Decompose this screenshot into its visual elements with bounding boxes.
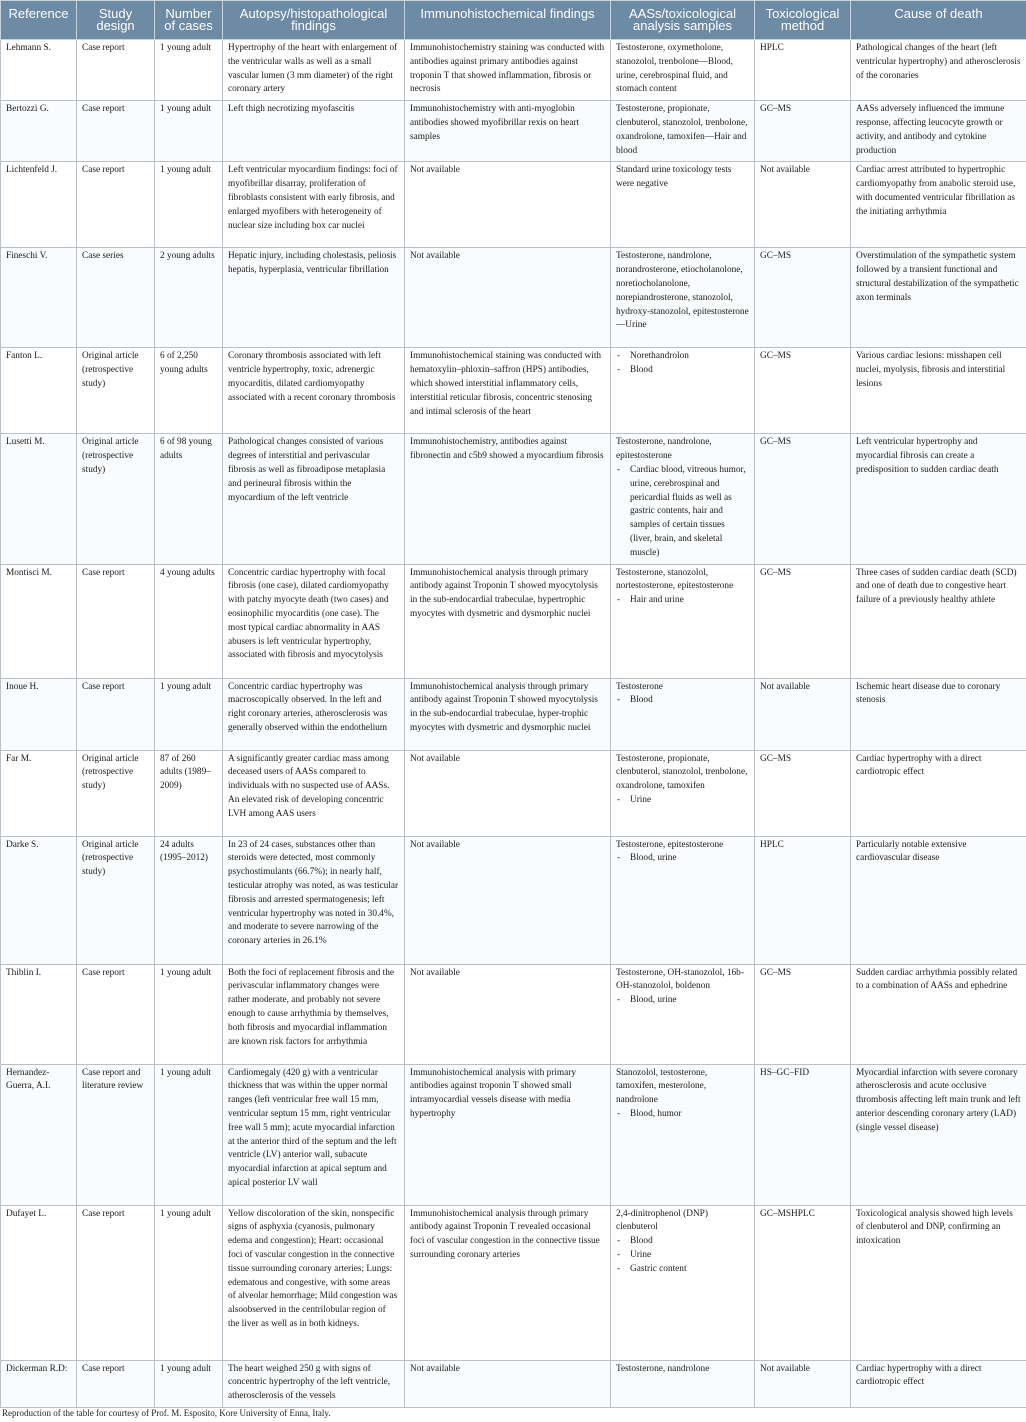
cell-text: Immunohistochemical analysis with primary antibodies against troponin T showed small intramyocardial vessels disease with media hypertrophy bbox=[410, 1067, 577, 1119]
cell-autopsy-findings bbox=[223, 434, 405, 564]
cell-autopsy-findings bbox=[223, 964, 405, 1064]
cell-bullet-item: - Blood, urine bbox=[616, 852, 749, 866]
cell-number-of-cases bbox=[155, 348, 223, 434]
cell-text: Cardiac arrest attributed to hypertrophic cardiomyopathy from anabolic steroid use, with documented ventricular fibrillation as the initiating arrhythmia bbox=[856, 165, 1016, 217]
cell-text: Testosterone bbox=[616, 681, 663, 692]
cell-immuno-findings bbox=[405, 40, 611, 101]
cell-toxicological-samples bbox=[611, 348, 755, 434]
table-row bbox=[1, 248, 1026, 348]
cell-autopsy-findings bbox=[223, 348, 405, 434]
cell-text: Case series bbox=[82, 251, 124, 262]
cell-study-design bbox=[77, 678, 155, 750]
cell-autopsy-findings bbox=[223, 40, 405, 101]
cell-text: Both the foci of replacement fibrosis and the perivascular inflammatory changes were rather moderate, and probably not severe enough to cause arrhythmia by themselves, both fibrosis and myocardial inflammation are known risk factors for arrhythmia bbox=[228, 967, 395, 1047]
cell-text: Three cases of sudden cardiac death (SCD) and one of death due to congestive heart failure of a previously healthy athlete bbox=[856, 567, 1017, 606]
cell-immuno-findings bbox=[405, 1360, 611, 1407]
cell-immuno-findings bbox=[405, 101, 611, 162]
cell-text: 2 young adults bbox=[160, 251, 215, 262]
cell-text: Pathological changes consisted of various degrees of interstitial and perivascular fibrosis as well as fibroadipose metaplasia and perineural fibrosis within the myocardium of the left ventricle bbox=[228, 437, 386, 503]
cell-cause-of-death bbox=[851, 348, 1026, 434]
cell-text: Original article bbox=[82, 753, 139, 764]
cell-text: Lusetti M. bbox=[6, 437, 45, 448]
table-row bbox=[1, 964, 1026, 1064]
cell-text: Original article bbox=[82, 351, 139, 362]
cell-text: Far M. bbox=[6, 753, 32, 764]
cell-study-design bbox=[77, 1360, 155, 1407]
table-row bbox=[1, 434, 1026, 564]
cell-text: Toxicological analysis showed high levels of clenbuterol and DNP, confirming an intoxication bbox=[856, 1208, 1013, 1247]
cell-text: Immunohistochemistry, antibodies against fibronectin and c5b9 showed a myocardium fibrosis bbox=[410, 437, 604, 462]
cell-study-design bbox=[77, 564, 155, 678]
cell-toxicological-method bbox=[755, 1360, 851, 1407]
cell-toxicological-samples bbox=[611, 1205, 755, 1360]
cell-immuno-findings bbox=[405, 836, 611, 964]
header-study-design: Study design bbox=[77, 1, 155, 40]
cell-text: Concentric cardiac hypertrophy was macroscopically observed. In the left and right coronary arteries, atherosclerosis was generally observed within the endothelium bbox=[228, 681, 388, 733]
cell-text: Testosterone, nandrolone, epitestosterone bbox=[616, 437, 712, 462]
cell-text: Testosterone, oxymetholone, stanozolol, trenbolone—Blood, urine, cerebrospinal fluid, and stomach content bbox=[616, 43, 733, 95]
cell-study-design bbox=[77, 1205, 155, 1360]
cell-autopsy-findings bbox=[223, 1064, 405, 1205]
cell-text: Cardiomegaly (420 g) with a ventricular thickness that was within the upper normal ranges (left ventricular free wall 15 mm, ventricular septum 15 mm, right ventricular free wall 5 mm); acute myocardial infarction at the anterior third of the septum and the left ventricle (LV) anterior wall, subacute myocardial infarction at apical septum and apical posterior LV wall bbox=[228, 1067, 397, 1188]
cell-text: GC–MS bbox=[760, 437, 792, 448]
cell-text: Hypertrophy of the heart with enlargement of the ventricular walls as well as a small vascular lumen (3 mm diameter) of the right coronary artery bbox=[228, 43, 398, 95]
cell-immuno-findings bbox=[405, 348, 611, 434]
cell-text: The heart weighed 250 g with signs of concentric hypertrophy of the left ventricle, atherosclerosis of the vessels bbox=[228, 1363, 391, 1402]
cell-number-of-cases bbox=[155, 1064, 223, 1205]
cell-immuno-findings bbox=[405, 964, 611, 1064]
cell-text: Darke S. bbox=[6, 839, 39, 850]
cell-text: Standard urine toxicology tests were negative bbox=[616, 165, 732, 190]
table-row bbox=[1, 1205, 1026, 1360]
cell-reference bbox=[1, 1360, 77, 1407]
cell-text: Testosterone, propionate, clenbuterol, stanozolol, trenbolone, oxandrolone, tamoxifen—Hair and blood bbox=[616, 104, 748, 156]
cell-text: Immunohistochemical analysis through primary antibody against Troponin T showed myocytolysis in the sub-endocardial trabeculae, hypertrophic myocytes with dysmetric and dysmorphic nuclei bbox=[410, 567, 598, 619]
cell-text: 1 young adult bbox=[160, 1067, 212, 1078]
header-cause-of-death: Cause of death bbox=[851, 1, 1026, 40]
cell-text: 1 young adult bbox=[160, 1208, 212, 1219]
cell-toxicological-method bbox=[755, 434, 851, 564]
cell-study-design bbox=[77, 836, 155, 964]
cell-study-design bbox=[77, 101, 155, 162]
cell-cause-of-death bbox=[851, 836, 1026, 964]
cell-text: AASs adversely influenced the immune response, affecting leucocyte growth or activity, and antibody and cytokine production bbox=[856, 104, 1005, 156]
cell-number-of-cases bbox=[155, 162, 223, 248]
cell-bullet-item: - Urine bbox=[616, 1249, 749, 1263]
cell-text: (retrospective study) bbox=[82, 853, 134, 878]
cell-autopsy-findings bbox=[223, 101, 405, 162]
cell-bullet-item: - Norethandrolon bbox=[616, 350, 749, 364]
cell-text: Immunohistochemical analysis through primary antibody against Troponin T revealed occasional foci of vascular congestion in the connective tissue surrounding coronary arteries bbox=[410, 1208, 600, 1260]
cell-number-of-cases bbox=[155, 40, 223, 101]
cell-toxicological-samples bbox=[611, 434, 755, 564]
cell-text: Montisci M. bbox=[6, 567, 52, 578]
cell-text: Not available bbox=[410, 839, 460, 850]
cell-immuno-findings bbox=[405, 678, 611, 750]
cell-text: Case report bbox=[82, 43, 125, 53]
table-row bbox=[1, 564, 1026, 678]
cell-text: Immunohistochemical analysis through primary antibody against Troponin T showed myocytolysis in the sub-endocardial trabeculae, hyper-trophic myocytes with dysmetric and dysmorphic nuclei bbox=[410, 681, 598, 733]
cell-autopsy-findings bbox=[223, 750, 405, 836]
cell-text: Testosterone, OH-stanozolol, 16b-OH-stanozolol, boldenon bbox=[616, 967, 744, 992]
cell-text: 6 of 98 young adults bbox=[160, 437, 212, 462]
cell-text: Sudden cardiac arrhythmia possibly related to a combination of AASs and ephedrine bbox=[856, 967, 1018, 992]
cell-text: Not available bbox=[410, 165, 460, 176]
cell-text: GC–MS bbox=[760, 967, 792, 978]
cell-text: HPLC bbox=[760, 43, 784, 53]
cell-toxicological-method bbox=[755, 162, 851, 248]
cell-text: Dickerman R.D: bbox=[6, 1363, 68, 1374]
cell-toxicological-samples bbox=[611, 964, 755, 1064]
cell-toxicological-samples bbox=[611, 1360, 755, 1407]
cell-text: Testosterone, nandrolone, norandrosterone, etiocholanolone, noretiocholanolone, norepiandrosterone, stanozolol, hydroxy-stanozolol, epitestosterone—Urine bbox=[616, 251, 749, 331]
cell-study-design bbox=[77, 750, 155, 836]
cell-cause-of-death bbox=[851, 248, 1026, 348]
cell-toxicological-samples bbox=[611, 162, 755, 248]
cell-reference bbox=[1, 750, 77, 836]
cell-immuno-findings bbox=[405, 750, 611, 836]
cell-study-design bbox=[77, 964, 155, 1064]
cell-text: Various cardiac lesions: misshapen cell nuclei, myolysis, fibrosis and interstitial lesions bbox=[856, 351, 1006, 389]
cell-toxicological-samples bbox=[611, 564, 755, 678]
cell-toxicological-method bbox=[755, 1064, 851, 1205]
cell-text: 87 of 260 adults (1989–2009) bbox=[160, 753, 211, 792]
table-footnote: Reproduction of the table for courtesy of Prof. M. Esposito, Kore University of Enna, Italy. bbox=[2, 1408, 331, 1418]
cell-text: Bertozzi G. bbox=[6, 104, 49, 115]
cell-text: Concentric cardiac hypertrophy with focal fibrosis (one case), dilated cardiomyopathy with patchy myocyte death (two cases) and eosinophilic myocarditis (one case). The most typical cardiac abnormality in AAS abusers is left ventricular hypertrophy, associated with fibrosis and myocytolysis bbox=[228, 567, 389, 661]
cell-bullet-item: - Blood bbox=[616, 1235, 749, 1249]
cell-reference bbox=[1, 248, 77, 348]
cell-text: (retrospective study) bbox=[82, 767, 134, 792]
header-toxicological-samples: AASs/toxicological analysis samples bbox=[611, 1, 755, 40]
cell-text: Stanozolol, testosterone, tamoxifen, mesterolone, nandrolone bbox=[616, 1067, 708, 1106]
cell-cause-of-death bbox=[851, 1205, 1026, 1360]
cell-text: Lichtenfeld J. bbox=[6, 165, 58, 176]
cell-reference bbox=[1, 348, 77, 434]
cell-text: Myocardial infarction with severe coronary atherosclerosis and acute occlusive thrombosis affecting left main trunk and left anterior descending coronary artery (LAD) (single vessel disease) bbox=[856, 1067, 1021, 1133]
cell-study-design bbox=[77, 348, 155, 434]
cell-autopsy-findings bbox=[223, 564, 405, 678]
cell-text: GC–MS bbox=[760, 251, 792, 262]
cell-text: Testosterone, stanozolol, nortestosterone, epitestosterone bbox=[616, 567, 734, 592]
cell-text: Fanton L. bbox=[6, 351, 43, 362]
cell-toxicological-method bbox=[755, 564, 851, 678]
cell-number-of-cases bbox=[155, 248, 223, 348]
cell-bullet-item: - Gastric content bbox=[616, 1263, 749, 1277]
cell-toxicological-method bbox=[755, 750, 851, 836]
cell-text: Case report bbox=[82, 681, 125, 692]
cell-cause-of-death bbox=[851, 1064, 1026, 1205]
cell-reference bbox=[1, 678, 77, 750]
cell-autopsy-findings bbox=[223, 1360, 405, 1407]
cell-toxicological-samples bbox=[611, 750, 755, 836]
cell-text: GC–MS bbox=[760, 351, 792, 362]
cell-toxicological-samples bbox=[611, 248, 755, 348]
cell-text: Original article bbox=[82, 437, 139, 448]
table-row bbox=[1, 40, 1026, 101]
cell-text: Not available bbox=[760, 1363, 810, 1374]
cell-number-of-cases bbox=[155, 564, 223, 678]
cell-text: Left ventricular myocardium findings: foci of myofibrillar disarray, proliferation of fibroblasts consistent with early fibrosis, and enlarged myofibers with heterogeneity of nuclear size including box car nuclei bbox=[228, 165, 398, 231]
cell-toxicological-method bbox=[755, 1205, 851, 1360]
table-row bbox=[1, 1360, 1026, 1407]
cell-reference bbox=[1, 40, 77, 101]
cell-text: Pathological changes of the heart (left ventricular hypertrophy) and atherosclerosis of the coronaries bbox=[856, 43, 1021, 81]
cell-text: GC–MS bbox=[760, 104, 792, 115]
cell-number-of-cases bbox=[155, 836, 223, 964]
cell-text: Original article bbox=[82, 839, 139, 850]
cell-cause-of-death bbox=[851, 162, 1026, 248]
cell-text: Testosterone, propionate, clenbuterol, stanozolol, trenbolone, oxandrolone, tamoxifen bbox=[616, 753, 748, 792]
cell-bullet-item: - Blood bbox=[616, 694, 749, 708]
cell-text: Case report bbox=[82, 1363, 125, 1374]
cell-text: Dufayet L. bbox=[6, 1208, 47, 1219]
cell-text: Case report bbox=[82, 1208, 125, 1219]
cell-text: Case report bbox=[82, 165, 125, 176]
cell-text: 1 young adult bbox=[160, 1363, 212, 1374]
cell-reference bbox=[1, 836, 77, 964]
cell-text: Lehmann S. bbox=[6, 43, 51, 53]
cell-cause-of-death bbox=[851, 678, 1026, 750]
cell-text: Hernandez-Guerra, A.I. bbox=[6, 1067, 51, 1092]
cell-text: 1 young adult bbox=[160, 967, 212, 978]
cell-text: Hepatic injury, including cholestasis, peliosis hepatis, hyperplasia, ventricular fibrillation bbox=[228, 251, 397, 276]
cell-number-of-cases bbox=[155, 750, 223, 836]
cell-text: In 23 of 24 cases, substances other than steroids were detected, most commonly psychostimulants (66.7%); in nearly half, testicular atrophy was noted, as was testicular fibrosis and arrested spermatogenesis; left ventricular hypertrophy was noted in 30.4%, and moderate to severe narrowing of the coronary arteries in 26.1% bbox=[228, 839, 399, 947]
cell-text: GC–MSHPLC bbox=[760, 1208, 815, 1219]
header-row bbox=[1, 1, 1026, 40]
cell-text: (retrospective study) bbox=[82, 365, 134, 389]
cell-cause-of-death bbox=[851, 434, 1026, 564]
cell-text: Immunohistochemistry with anti-myoglobin antibodies showed myofibrillar rexis on heart samples bbox=[410, 104, 580, 142]
cell-text: 1 young adult bbox=[160, 681, 212, 692]
cell-reference bbox=[1, 1205, 77, 1360]
cell-text: Not available bbox=[760, 165, 810, 176]
cell-immuno-findings bbox=[405, 434, 611, 564]
header-number-of-cases: Number of cases bbox=[155, 1, 223, 40]
cell-bullet-item: - Blood bbox=[616, 364, 749, 378]
cell-text: Case report bbox=[82, 104, 125, 115]
cell-reference bbox=[1, 162, 77, 248]
cell-toxicological-method bbox=[755, 836, 851, 964]
cell-text: Not available bbox=[410, 753, 460, 764]
cell-text: Not available bbox=[410, 251, 460, 262]
cell-cause-of-death bbox=[851, 964, 1026, 1064]
cell-number-of-cases bbox=[155, 1205, 223, 1360]
cell-text: 1 young adult bbox=[160, 104, 212, 115]
cell-text: Cardiac hypertrophy with a direct cardiotropic effect bbox=[856, 1363, 982, 1388]
table-body bbox=[1, 40, 1026, 1408]
cell-cause-of-death bbox=[851, 101, 1026, 162]
header-immuno-findings: Immunohistochemical findings bbox=[405, 1, 611, 40]
cell-toxicological-samples bbox=[611, 40, 755, 101]
cell-autopsy-findings bbox=[223, 162, 405, 248]
cell-immuno-findings bbox=[405, 1205, 611, 1360]
cell-text: Testosterone, epitestosterone bbox=[616, 839, 724, 850]
cell-bullet-item: - Blood, humor bbox=[616, 1108, 749, 1122]
cell-text: (retrospective study) bbox=[82, 451, 134, 475]
cell-cause-of-death bbox=[851, 750, 1026, 836]
cell-toxicological-method bbox=[755, 964, 851, 1064]
cell-text: Case report bbox=[82, 967, 125, 978]
cell-text: Left thigh necrotizing myofascitis bbox=[228, 104, 355, 115]
cell-text: GC–MS bbox=[760, 753, 792, 764]
cell-number-of-cases bbox=[155, 434, 223, 564]
cell-text: Left ventricular hypertrophy and myocardial fibrosis can create a predisposition to sudden cardiac death bbox=[856, 437, 999, 475]
cell-toxicological-method bbox=[755, 40, 851, 101]
cell-text: Ischemic heart disease due to coronary stenosis bbox=[856, 681, 1001, 706]
cell-text: Testosterone, nandrolone bbox=[616, 1363, 710, 1374]
table-row bbox=[1, 836, 1026, 964]
cell-text: Immunohistochemistry staining was conducted with antibodies against primary antibodies against troponin T that showed inflammation, fibrosis or necrosis bbox=[410, 43, 605, 95]
cell-text: Inoue H. bbox=[6, 681, 39, 692]
cell-text: Coronary thrombosis associated with left ventricle hypertrophy, toxic, adrenergic myocarditis, dilated cardiomyopathy associated with a recent coronary thrombosis bbox=[228, 351, 396, 403]
cell-text: Immunohistochemical staining was conducted with hematoxylin–phloxin–saffron (HPS) antibodies, which showed interstitial inflammatory cells, interstitial reticular fibrosis, concentric stenosing and intimal sclerosis of the heart bbox=[410, 351, 602, 417]
header-toxicological-method: Toxicological method bbox=[755, 1, 851, 40]
cell-text: Yellow discoloration of the skin, nonspecific signs of asphyxia (cyanosis, pulmonary edema and congestion); Heart: occasional foci of vascular congestion in the connective tissue surrounding coronary arteries; Lungs: edematous and congestive, with some areas of alveolar hemorrhage; Mild congestion was alsoobserved in the centrilobular region of the liver as well as in both kidneys. bbox=[228, 1208, 398, 1329]
cell-toxicological-samples bbox=[611, 836, 755, 964]
cell-toxicological-samples bbox=[611, 678, 755, 750]
cell-cause-of-death bbox=[851, 40, 1026, 101]
cell-toxicological-method bbox=[755, 248, 851, 348]
table-row bbox=[1, 348, 1026, 434]
cell-text: Thiblin I. bbox=[6, 967, 42, 978]
cell-text: 1 young adult bbox=[160, 43, 212, 53]
cell-study-design bbox=[77, 40, 155, 101]
cell-autopsy-findings bbox=[223, 678, 405, 750]
cell-study-design bbox=[77, 434, 155, 564]
cell-toxicological-samples bbox=[611, 101, 755, 162]
cell-text: 4 young adults bbox=[160, 567, 215, 578]
cell-study-design bbox=[77, 248, 155, 348]
cell-study-design bbox=[77, 1064, 155, 1205]
table-row bbox=[1, 1064, 1026, 1205]
table-row bbox=[1, 678, 1026, 750]
cell-reference bbox=[1, 964, 77, 1064]
cell-text: HPLC bbox=[760, 839, 784, 850]
cell-immuno-findings bbox=[405, 162, 611, 248]
cell-text: GC–MS bbox=[760, 567, 792, 578]
cell-text: Not available bbox=[410, 967, 460, 978]
cell-text: Not available bbox=[410, 1363, 460, 1374]
cell-toxicological-method bbox=[755, 678, 851, 750]
cell-text: 24 adults (1995–2012) bbox=[160, 839, 209, 864]
cell-text: 6 of 2,250 young adults bbox=[160, 351, 208, 376]
cell-text: Fineschi V. bbox=[6, 251, 48, 262]
cell-reference bbox=[1, 101, 77, 162]
cell-immuno-findings bbox=[405, 248, 611, 348]
cell-text: Case report bbox=[82, 567, 125, 578]
header-autopsy-findings: Autopsy/histopathological findings bbox=[223, 1, 405, 40]
cell-number-of-cases bbox=[155, 1360, 223, 1407]
cell-reference bbox=[1, 564, 77, 678]
cell-text: Not available bbox=[760, 681, 810, 692]
cell-text: A significantly greater cardiac mass among deceased users of AASs compared to individuals with no suspected use of AASs. An elevated risk of developing concentric LVH among AAS users bbox=[228, 753, 390, 819]
table-row bbox=[1, 162, 1026, 248]
cell-autopsy-findings bbox=[223, 248, 405, 348]
cell-text: Cardiac hypertrophy with a direct cardiotropic effect bbox=[856, 753, 982, 778]
cell-text: 2,4-dinitrophenol (DNP) clenbuterol bbox=[616, 1208, 708, 1233]
cell-toxicological-samples bbox=[611, 1064, 755, 1205]
cell-reference bbox=[1, 434, 77, 564]
cell-immuno-findings bbox=[405, 1064, 611, 1205]
cell-text: 1 young adult bbox=[160, 165, 212, 176]
cell-bullet-item: - Urine bbox=[616, 794, 749, 808]
cell-autopsy-findings bbox=[223, 1205, 405, 1360]
cell-cause-of-death bbox=[851, 564, 1026, 678]
cell-text: Particularly notable extensive cardiovascular disease bbox=[856, 839, 967, 864]
cell-toxicological-method bbox=[755, 348, 851, 434]
cell-number-of-cases bbox=[155, 678, 223, 750]
cell-text: Case report and literature review bbox=[82, 1067, 144, 1092]
cell-immuno-findings bbox=[405, 564, 611, 678]
table-row bbox=[1, 101, 1026, 162]
header-reference: Reference bbox=[1, 1, 77, 40]
cell-text: HS–GC–FID bbox=[760, 1067, 810, 1078]
cell-bullet-item: - Cardiac blood, vitreous humor, urine, cerebrospinal and pericardial fluids as well as gastric contents, hair and samples of certain tissues (liver, brain, and skeletal muscle) bbox=[616, 464, 749, 561]
cell-bullet-item: - Blood, urine bbox=[616, 994, 749, 1008]
table-row bbox=[1, 750, 1026, 836]
cell-study-design bbox=[77, 162, 155, 248]
cell-text: Overstimulation of the sympathetic system followed by a transient functional and structural destabilization of the sympathetic axon terminals bbox=[856, 251, 1019, 303]
cell-reference bbox=[1, 1064, 77, 1205]
cell-cause-of-death bbox=[851, 1360, 1026, 1407]
cell-bullet-item: - Hair and urine bbox=[616, 594, 749, 608]
cell-number-of-cases bbox=[155, 101, 223, 162]
cell-number-of-cases bbox=[155, 964, 223, 1064]
cell-autopsy-findings bbox=[223, 836, 405, 964]
cell-toxicological-method bbox=[755, 101, 851, 162]
